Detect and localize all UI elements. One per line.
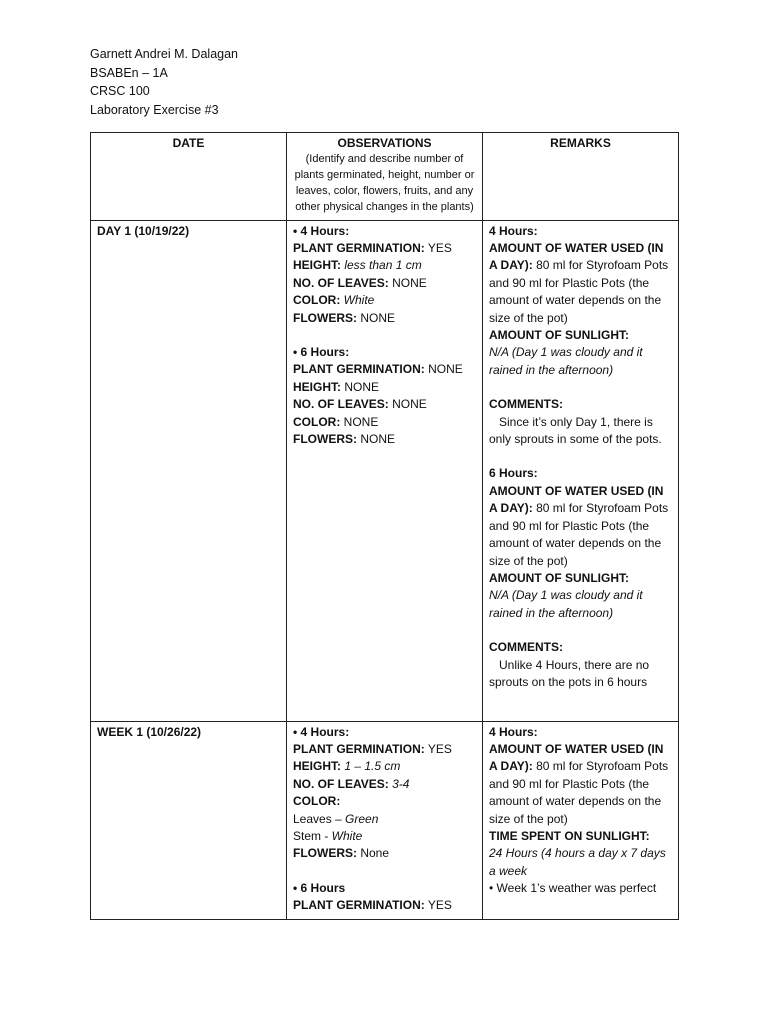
program-line: BSABEn – 1A <box>90 65 168 80</box>
course-code: CRSC 100 <box>90 84 150 98</box>
observations-instructions: (Identify and describe number of plants germinated, height, number or leaves, color, flowers, fruits, and any other physical changes in the plants) <box>294 153 475 213</box>
remarks-cell: 4 Hours: AMOUNT OF WATER USED (IN A DAY): 80 ml for Styrofoam Pots and 90 ml for Plastic Pots (the amount of water depends on the size of the pot) AMOUNT OF SUNLIGHT: N/A (Day 1 was cloudy and it rained in the afternoon) COMMENTS: Since it’s only Day 1, there is only sprouts in some of the pots. 6 Hours: AMOUNT OF WATER USED (IN A DAY): 80 ml for Styrofoam Pots and 90 ml for Plastic Pots (the amount of water depends on the size of the pot) AMOUNT OF SUNLIGHT: N/A (Day 1 was cloudy and it rained in the afternoon) COMMENTS: Unlike 4 Hours, there are no sprouts on the pots in 6 hours <box>483 220 679 721</box>
date-cell: DAY 1 (10/19/22) <box>91 220 287 721</box>
table-row <box>91 220 679 721</box>
exercise-title: Laboratory Exercise #3 <box>90 102 219 117</box>
date-cell: WEEK 1 (10/26/22) <box>91 721 287 919</box>
table-row <box>91 721 679 919</box>
remarks-column-header: REMARKS <box>483 133 679 221</box>
student-name: Garnett Andrei M. Dalagan <box>90 47 238 61</box>
observations-cell: • 4 Hours: PLANT GERMINATION: YES HEIGHT: 1 – 1.5 cm NO. OF LEAVES: 3-4 COLOR: Leaves – Green Stem - White FLOWERS: None • 6 Hours PLANT GERMINATION: YES <box>287 721 483 919</box>
document-header <box>90 45 238 119</box>
remarks-cell: 4 Hours: AMOUNT OF WATER USED (IN A DAY): 80 ml for Styrofoam Pots and 90 ml for Plastic Pots (the amount of water depends on the size of the pot) TIME SPENT ON SUNLIGHT: 24 Hours (4 hours a day x 7 days a week • Week 1’s weather was perfect <box>483 721 679 919</box>
table-header-row <box>91 133 679 221</box>
date-column-header: DATE <box>91 133 287 221</box>
observations-column-header: OBSERVATIONS (Identify and describe number of plants germinated, height, number or leaves, color, flowers, fruits, and any other physical changes in the plants) <box>287 133 483 221</box>
observations-cell: • 4 Hours: PLANT GERMINATION: YES HEIGHT: less than 1 cm NO. OF LEAVES: NONE COLOR: White FLOWERS: NONE • 6 Hours: PLANT GERMINATION: NONE HEIGHT: NONE NO. OF LEAVES: NONE COLOR: NONE FLOWERS: NONE <box>287 220 483 721</box>
observation-table <box>90 132 679 920</box>
